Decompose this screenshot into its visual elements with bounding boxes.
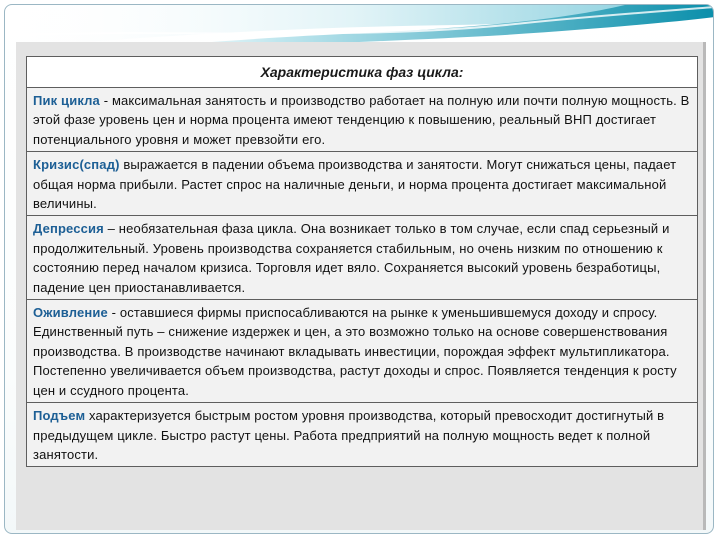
term-recovery: Оживление <box>33 305 108 321</box>
term-depression: Депрессия <box>33 221 104 237</box>
description-boom: характеризуется быстрым ростом уровня производства, который превосходит достигнутый в предыдущем цикле. Быстро растут цены. Работа предприятий на полную мощность ведет к полной занятости. <box>33 408 665 462</box>
table-title-colon: : <box>458 64 464 80</box>
description-crisis: выражается в падении объема производства и занятости. Могут снижаться цены, падает общая норма прибыли. Растет спрос на наличные деньги, и норма процента достигает максимальной величины. <box>33 157 677 212</box>
table-row-crisis <box>27 152 697 216</box>
term-peak: Пик цикла <box>33 93 100 108</box>
cycle-phases-table <box>26 56 698 467</box>
description-recovery: - оставшиеся фирмы приспосабливаются на рынке к уменьшившемуся доходу и спросу. Единственный путь – снижение издержек и цен, а это возможно только на основе совершенствования производства. В производстве начинают вкладывать инвестиции, порождая эффект мультипликатора. Постепенно увеличивается объем производства, растут доходы и спрос. Появляется тенденция к росту цен и ссудного процента. <box>33 305 677 398</box>
term-boom: Подъем <box>33 408 86 424</box>
table-row-boom <box>27 403 697 466</box>
description-depression: – необязательная фаза цикла. Она возникает только в том случае, если спад серьезный и продолжительный. Уровень производства сохраняется стабильным, но очень низким по отношению к состоянию перед началом кризиса. Торговля идет вяло. Сохраняется высокий уровень безработицы, падение цен приостанавливается. <box>33 221 670 295</box>
description-peak: - максимальная занятость и производство работает на полную или почти полную мощность. В этой фазе уровень цен и норма процента имеют тенденцию к повышению, реальный ВНП достигает потенциального уровня и может превзойти его. <box>33 93 690 147</box>
table-header <box>27 57 697 88</box>
table-row-recovery <box>27 300 697 403</box>
table-title: Характеристика фаз цикла <box>260 64 459 80</box>
table-row-depression <box>27 216 697 300</box>
table-row-peak <box>27 88 697 152</box>
term-crisis: Кризис(спад) <box>33 157 120 173</box>
